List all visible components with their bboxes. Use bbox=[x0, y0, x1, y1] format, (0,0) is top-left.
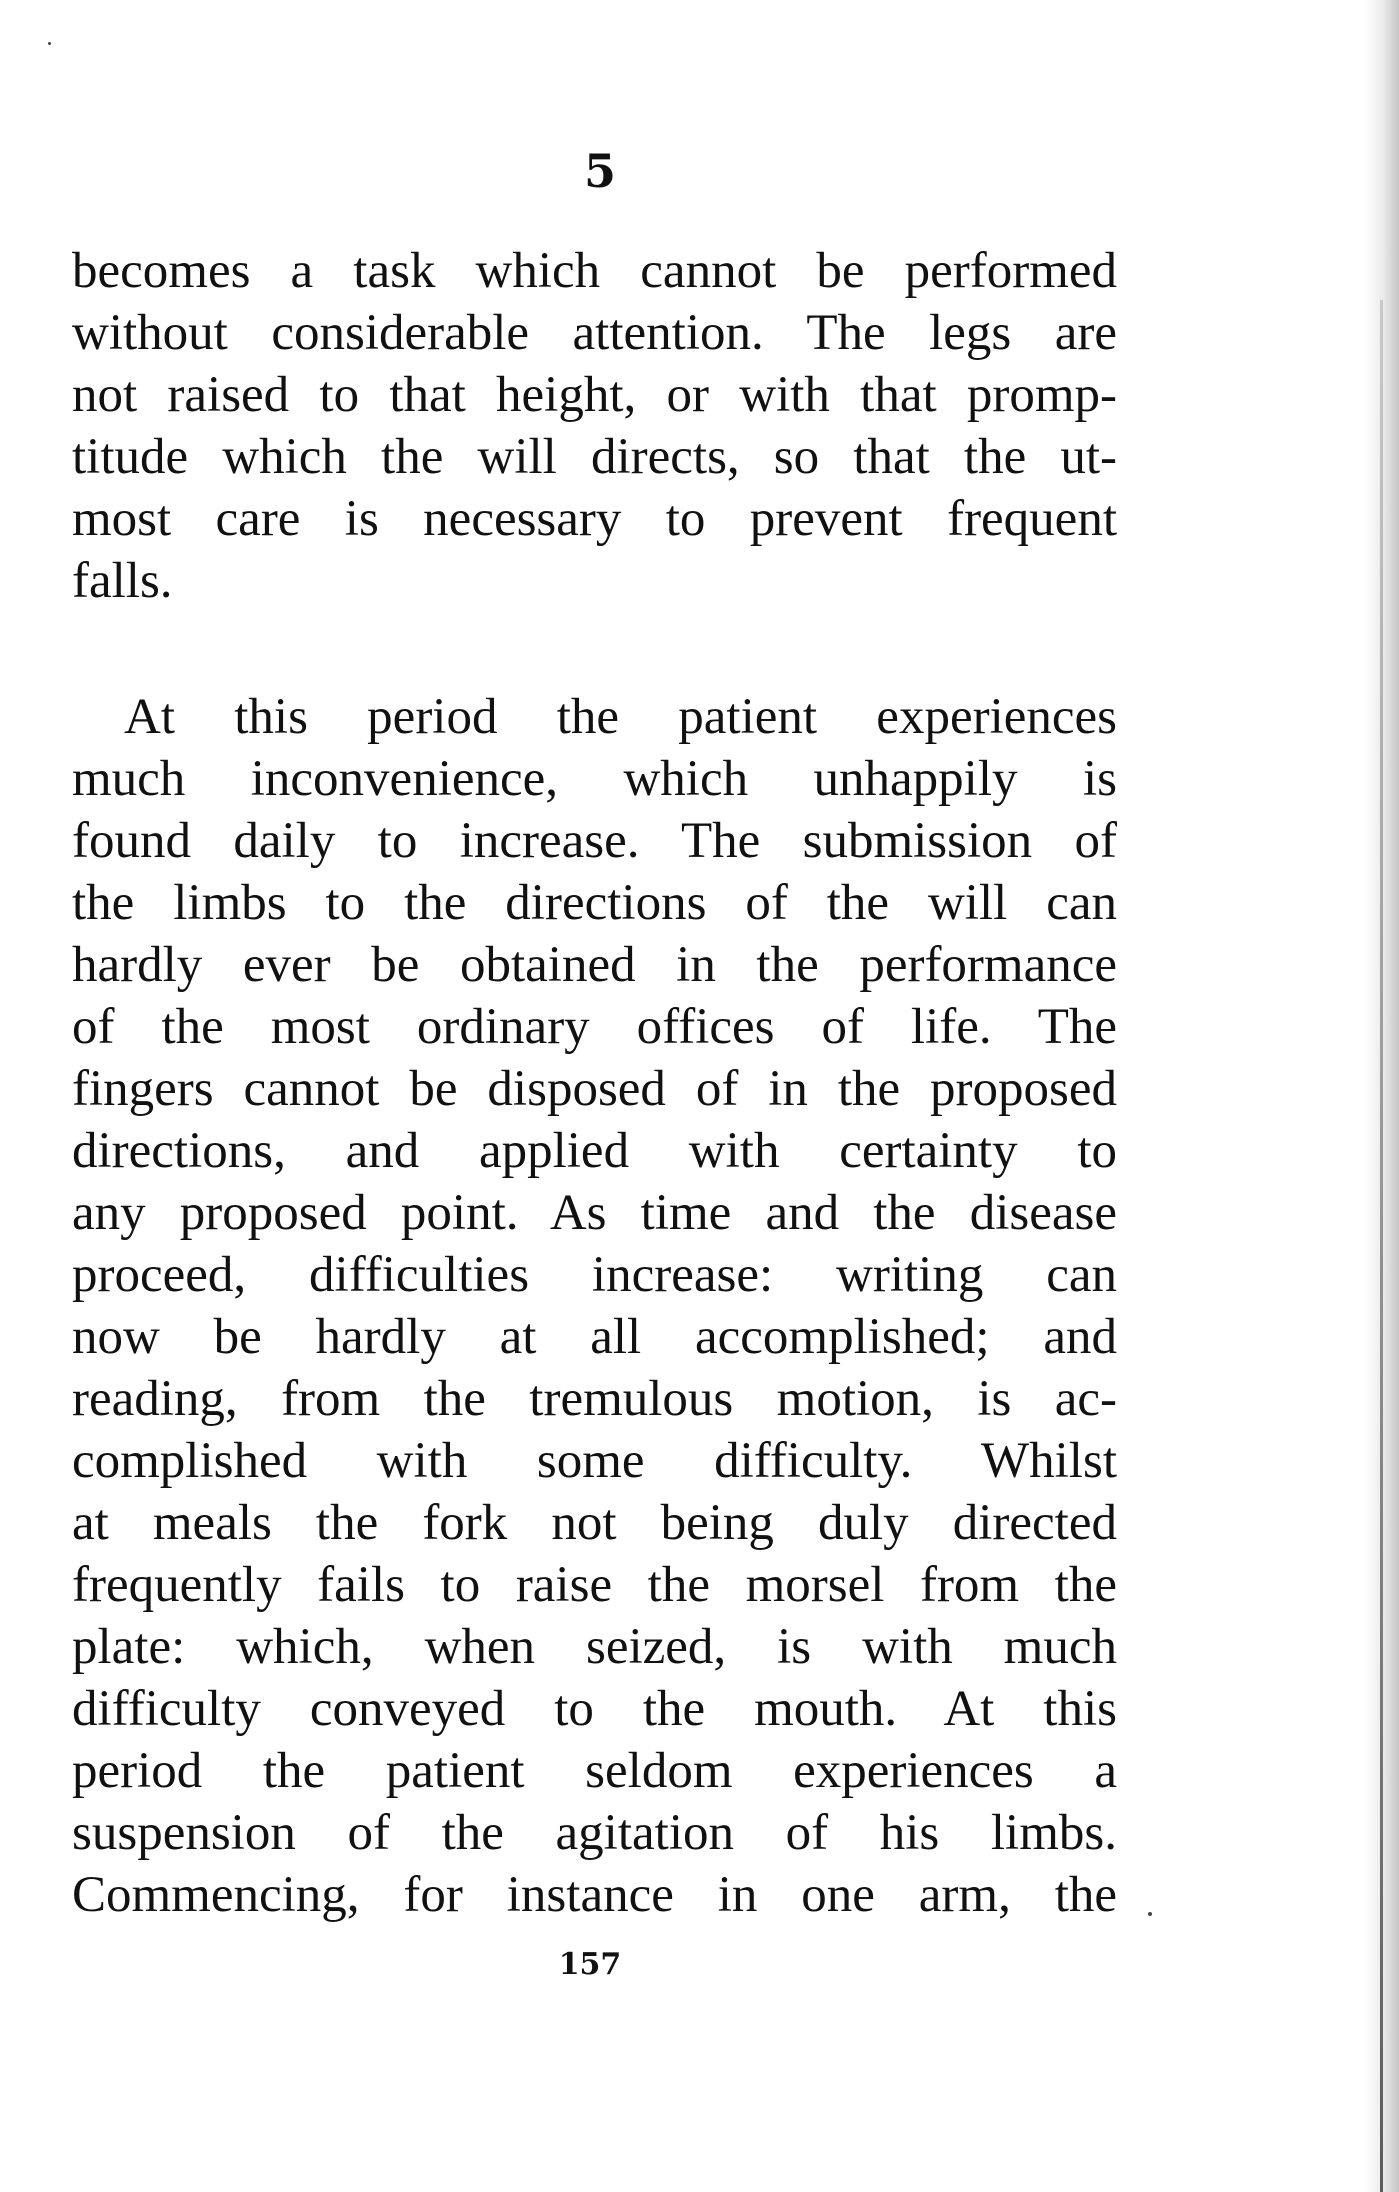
text-line: without considerable attention. The legs are bbox=[72, 305, 1117, 361]
ink-speck bbox=[48, 42, 51, 45]
paragraph-1 bbox=[72, 240, 1117, 612]
text-line: becomes a task which cannot be performed bbox=[72, 243, 1117, 299]
text-line: falls. bbox=[72, 553, 173, 609]
text-line: plate: which, when seized, is with much bbox=[72, 1619, 1117, 1675]
text-line: found daily to increase. The submission of bbox=[72, 813, 1117, 869]
text-line: frequently fails to raise the morsel from the bbox=[72, 1557, 1117, 1613]
text-line: most care is necessary to prevent frequent bbox=[72, 491, 1117, 547]
text-line: proceed, difficulties increase: writing can bbox=[72, 1247, 1117, 1303]
text-line: titude which the will directs, so that the ut- bbox=[72, 429, 1117, 485]
text-line: at meals the fork not being duly directed bbox=[72, 1495, 1117, 1551]
text-line: At this period the patient experiences bbox=[124, 689, 1117, 745]
section-number: 5 bbox=[583, 144, 616, 198]
text-line: directions, and applied with certainty to bbox=[72, 1123, 1117, 1179]
text-line: not raised to that height, or with that promp- bbox=[72, 367, 1117, 423]
paragraph-2 bbox=[72, 686, 1117, 1926]
text-line: any proposed point. As time and the disease bbox=[72, 1185, 1117, 1241]
text-line: now be hardly at all accomplished; and bbox=[72, 1309, 1117, 1365]
text-line: difficulty conveyed to the mouth. At this bbox=[72, 1681, 1117, 1737]
ink-speck bbox=[1148, 1912, 1152, 1916]
text-line: fingers cannot be disposed of in the proposed bbox=[72, 1061, 1117, 1117]
text-line: period the patient seldom experiences a bbox=[72, 1743, 1117, 1799]
text-line: hardly ever be obtained in the performance bbox=[72, 937, 1117, 993]
page-edge-line bbox=[1380, 300, 1383, 2192]
text-line: suspension of the agitation of his limbs. bbox=[72, 1805, 1117, 1861]
text-line: of the most ordinary offices of life. The bbox=[72, 999, 1117, 1055]
page-number: 157 bbox=[558, 1947, 622, 1982]
text-line: complished with some difficulty. Whilst bbox=[72, 1433, 1117, 1489]
text-line: much inconvenience, which unhappily is bbox=[72, 751, 1117, 807]
text-line: the limbs to the directions of the will can bbox=[72, 875, 1117, 931]
text-line: Commencing, for instance in one arm, the bbox=[72, 1867, 1117, 1923]
text-line: reading, from the tremulous motion, is ac- bbox=[72, 1371, 1117, 1427]
